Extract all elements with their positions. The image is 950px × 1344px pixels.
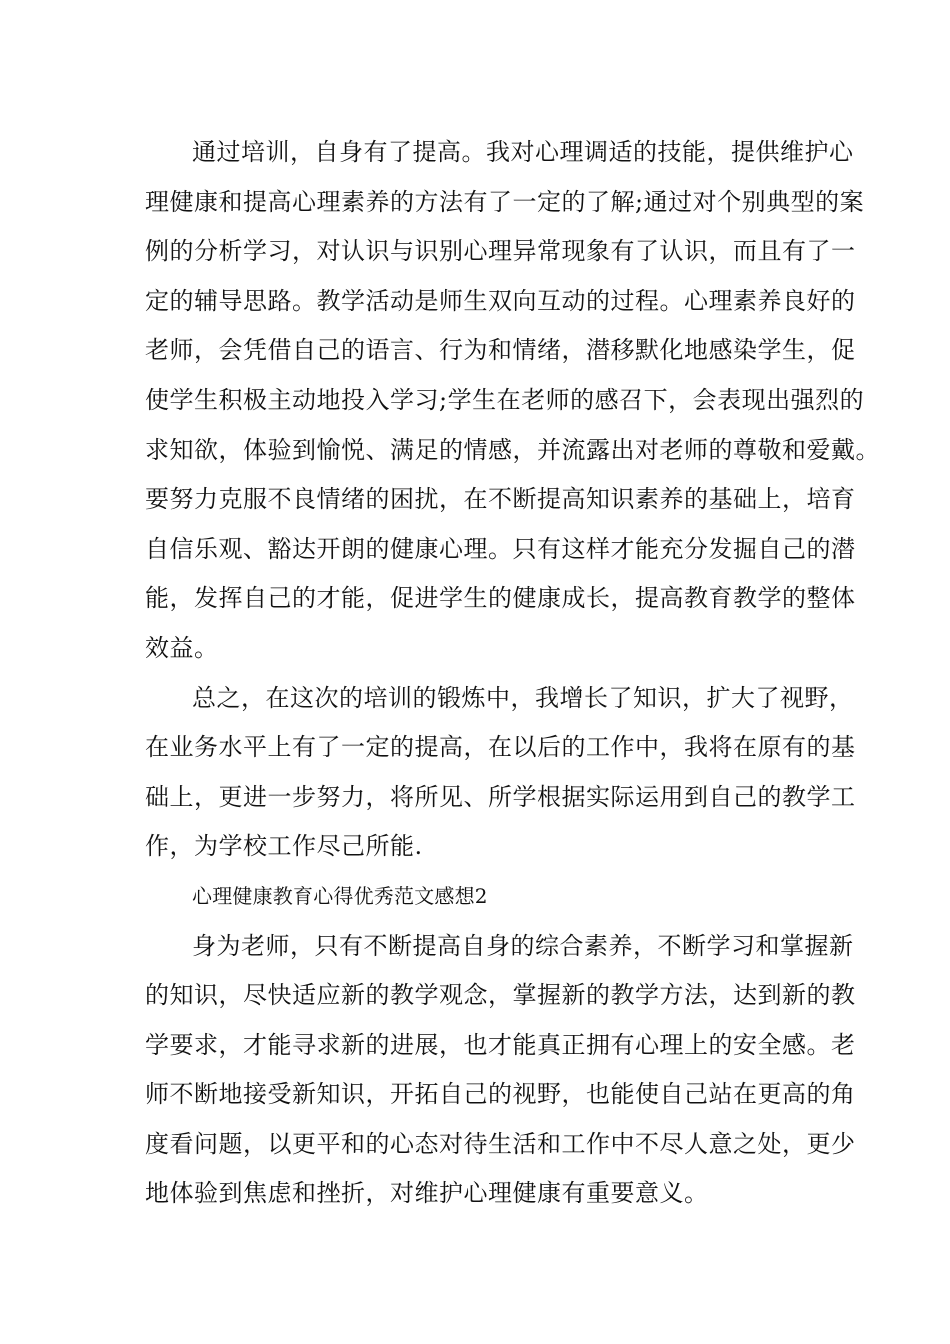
- text-line: 总之，在这次的培训的锻炼中，我增长了知识，扩大了视野，: [192, 683, 854, 712]
- text-line: 理健康和提高心理素养的方法有了一定的了解;通过对个别典型的案: [145, 187, 865, 216]
- text-line: 地体验到焦虑和挫折，对维护心理健康有重要意义。: [145, 1179, 709, 1208]
- text-line: 师不断地接受新知识，开拓自己的视野，也能使自己站在更高的角: [145, 1080, 856, 1109]
- text-line: 在业务水平上有了一定的提高，在以后的工作中，我将在原有的基: [145, 733, 856, 762]
- text-line: 学要求，才能寻求新的进展，也才能真正拥有心理上的安全感。老: [145, 1030, 856, 1059]
- text-line: 础上，更进一步努力，将所见、所学根据实际运用到自己的教学工: [145, 782, 856, 811]
- text-line: 定的辅导思路。教学活动是师生双向互动的过程。心理素养良好的: [145, 286, 856, 315]
- text-line: 身为老师，只有不断提高自身的综合素养，不断学习和掌握新: [192, 931, 854, 960]
- text-line: 效益。: [145, 633, 219, 662]
- text-line: 例的分析学习，对认识与识别心理异常现象有了认识，而且有了一: [145, 237, 856, 266]
- document-body: [145, 128, 880, 1219]
- text-line: 的知识，尽快适应新的教学观念，掌握新的教学方法，达到新的教: [145, 981, 856, 1010]
- text-line: 作，为学校工作尽己所能.: [145, 832, 423, 861]
- text-line: 度看问题，以更平和的心态对待生活和工作中不尽人意之处，更少: [145, 1129, 856, 1158]
- text-line: 能，发挥自己的才能，促进学生的健康成长，提高教育教学的整体: [145, 584, 856, 613]
- section-heading: 心理健康教育心得优秀范文感想2: [192, 883, 488, 908]
- text-line: 自信乐观、豁达开朗的健康心理。只有这样才能充分发掘自己的潜: [145, 534, 856, 563]
- text-line: 求知欲，体验到愉悦、满足的情感，并流露出对老师的尊敬和爱戴。: [145, 435, 880, 464]
- text-line: 使学生积极主动地投入学习;学生在老师的感召下，会表现出强烈的: [145, 385, 865, 414]
- text-line: 老师，会凭借自己的语言、行为和情绪，潜移默化地感染学生，促: [145, 336, 856, 365]
- text-line: 要努力克服不良情绪的困扰，在不断提高知识素养的基础上，培育: [145, 485, 856, 514]
- text-line: 通过培训，自身有了提高。我对心理调适的技能，提供维护心: [192, 138, 854, 166]
